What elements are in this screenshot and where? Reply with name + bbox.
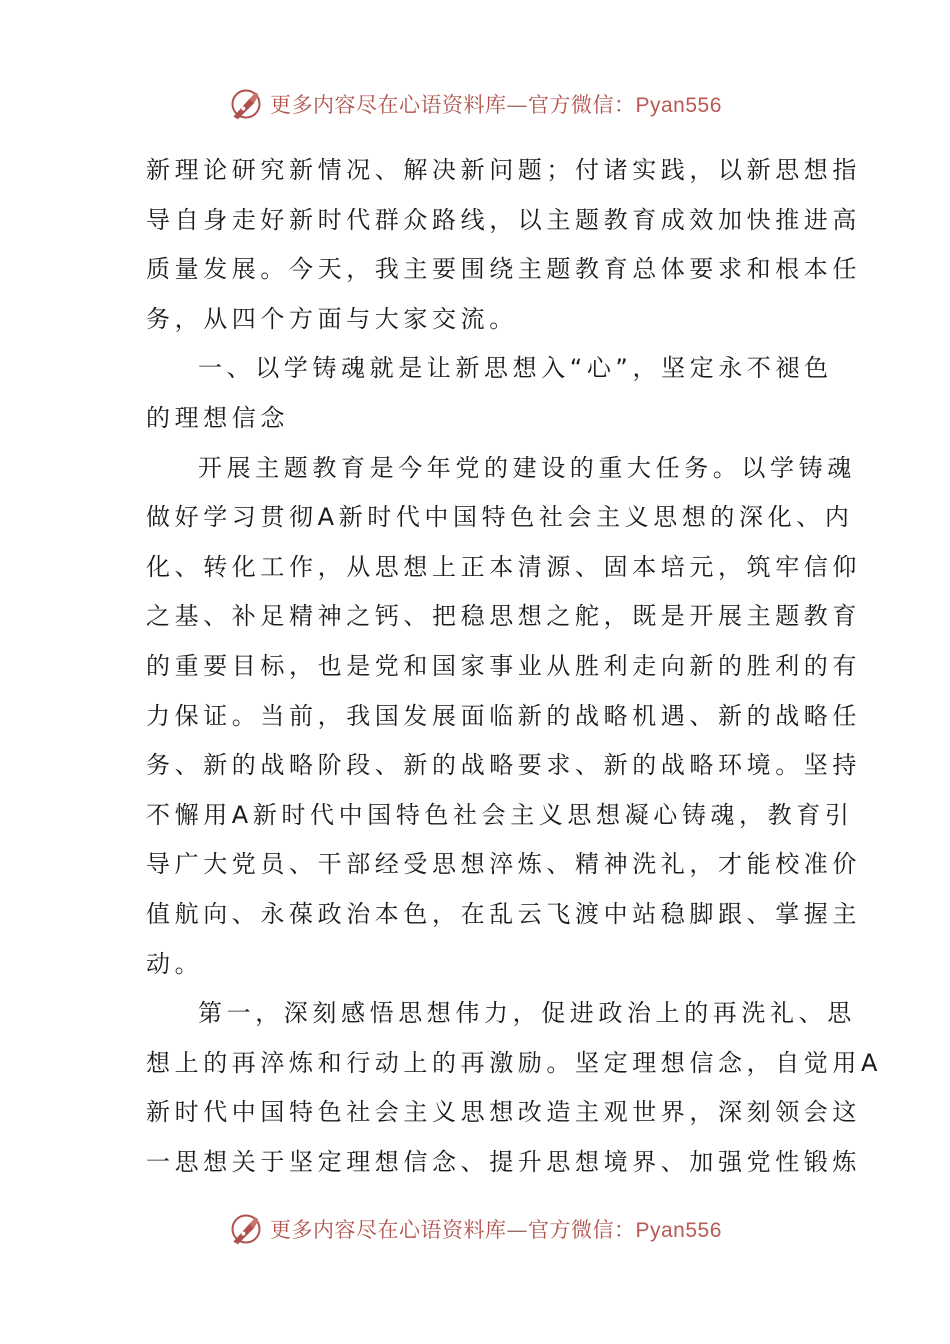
text-line: 质量发展。今天，我主要围绕主题教育总体要求和根本任 (146, 255, 861, 284)
watermark-official: 官方微信： (528, 1218, 636, 1242)
text-line: 的重要目标，也是党和国家事业从胜利走向新的胜利的有 (146, 651, 861, 680)
pen-nib-logo-icon (228, 1211, 264, 1247)
text-line: 新理论研究新情况、解决新问题；付诸实践，以新思想指 (146, 156, 861, 184)
text-line: 一思想关于坚定理想信念、提升思想境界、加强党性锻炼 (146, 1147, 861, 1176)
watermark-text (270, 89, 722, 119)
text-line: 导自身走好新时代群众路线，以主题教育成效加快推进高 (146, 205, 861, 234)
text-line: 务，从四个方面与大家交流。 (146, 304, 518, 333)
pen-nib-logo-icon (228, 86, 264, 122)
text-line: 值航向、永葆政治本色，在乱云飞渡中站稳脚跟、掌握主 (146, 899, 861, 928)
text-line: 导广大党员、干部经受思想淬炼、精神洗礼，才能校准价 (146, 850, 861, 879)
watermark-text (270, 1214, 722, 1244)
text-line: 想上的再淬炼和行动上的再激励。坚定理想信念，自觉用A (146, 1048, 883, 1077)
watermark-brand: 更多内容尽在心语资料库 (270, 1218, 507, 1242)
watermark-wechat-id: Pyan556 (635, 94, 722, 117)
document-body (146, 146, 883, 1187)
text-line: 动。 (146, 949, 204, 978)
text-line: 务、新的战略阶段、新的战略要求、新的战略环境。坚持 (146, 751, 861, 780)
text-line: 开展主题教育是今年党的建设的重大任务。以学铸魂 (198, 453, 856, 482)
section-heading-line: 的理想信念 (146, 403, 289, 432)
text-line: 第一，深刻感悟思想伟力，促进政治上的再洗礼、思 (198, 999, 856, 1028)
watermark-footer (228, 1209, 722, 1249)
watermark-header (228, 84, 722, 124)
text-line: 化、转化工作，从思想上正本清源、固本培元，筑牢信仰 (146, 552, 861, 581)
text-line: 力保证。当前，我国发展面临新的战略机遇、新的战略任 (146, 701, 861, 730)
watermark-wechat-id: Pyan556 (635, 1219, 722, 1242)
watermark-official: 官方微信： (528, 93, 636, 117)
text-line: 做好学习贯彻A新时代中国特色社会主义思想的深化、内 (146, 503, 854, 532)
text-line: 之基、补足精神之钙、把稳思想之舵，既是开展主题教育 (146, 602, 861, 631)
text-line: 不懈用A新时代中国特色社会主义思想凝心铸魂，教育引 (146, 800, 854, 829)
watermark-dash: — (506, 1218, 528, 1242)
text-line: 新时代中国特色社会主义思想改造主观世界，深刻领会这 (146, 1098, 861, 1127)
watermark-dash: — (506, 93, 528, 117)
section-heading-line: 一、以学铸魂就是让新思想入“心”，坚定永不褪色 (198, 354, 833, 383)
watermark-brand: 更多内容尽在心语资料库 (270, 93, 507, 117)
